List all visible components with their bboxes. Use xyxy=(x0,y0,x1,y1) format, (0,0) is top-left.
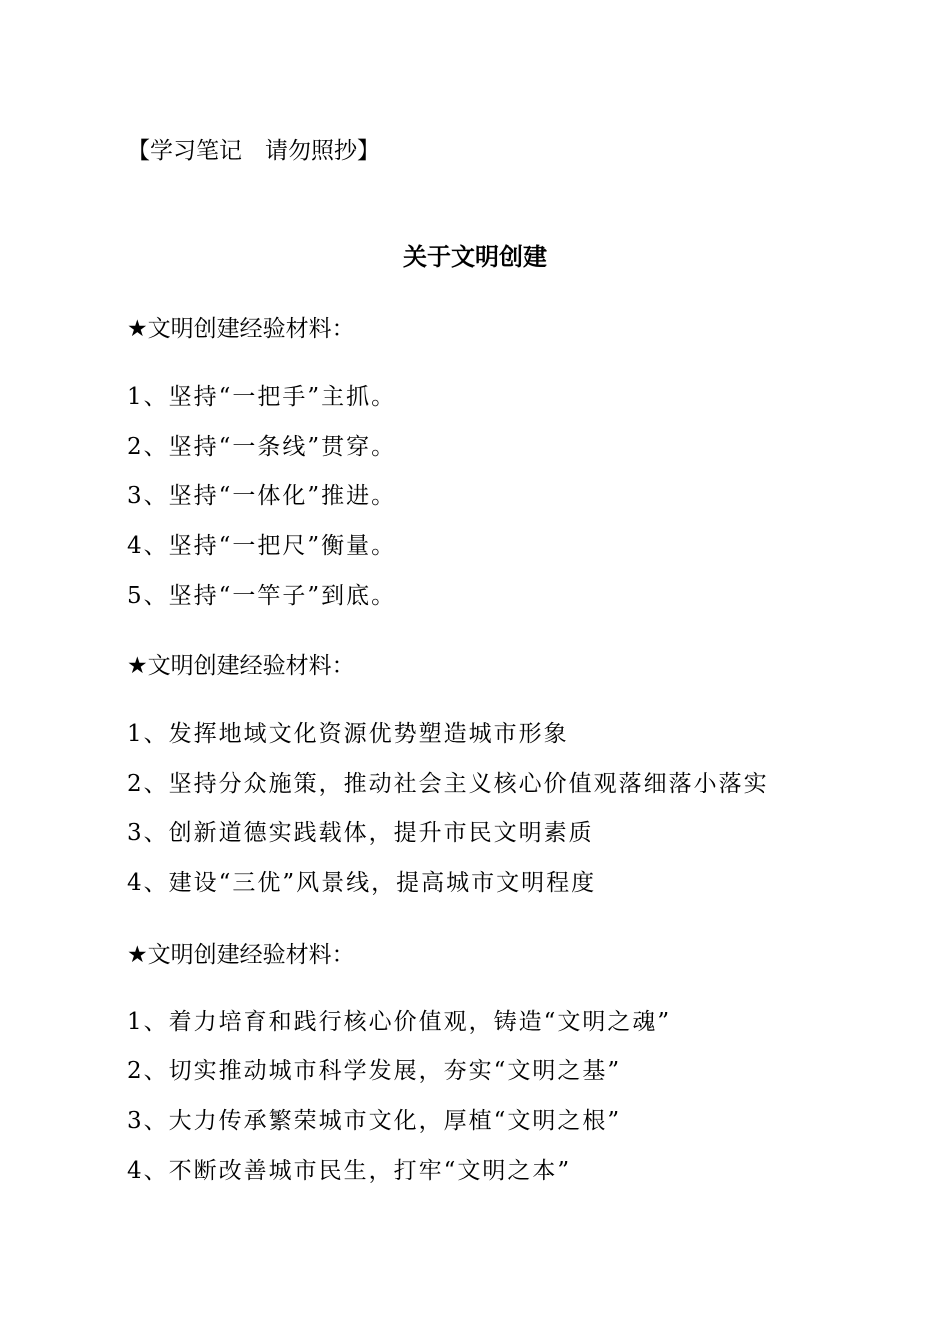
list-item: 1、着力培育和践行核心价值观，铸造“文明之魂” xyxy=(127,1009,672,1035)
list-item: 3、创新道德实践载体，提升市民文明素质 xyxy=(127,820,594,846)
list-item: 3、坚持“一体化”推进。 xyxy=(127,483,397,509)
list-item: 2、坚持分众施策，推动社会主义核心价值观落细落小落实 xyxy=(127,771,769,797)
list-item: 4、坚持“一把尺”衡量。 xyxy=(127,533,397,559)
list-item: 2、坚持“一条线”贯穿。 xyxy=(127,434,397,460)
list-item: 2、切实推动城市科学发展，夯实“文明之基” xyxy=(127,1058,622,1084)
list-item: 3、大力传承繁荣城市文化，厚植“文明之根” xyxy=(127,1108,622,1134)
section-heading-3: ★文明创建经验材料： xyxy=(127,942,355,968)
list-item: 4、不断改善城市民生，打牢“文明之本” xyxy=(127,1158,572,1184)
study-note-label: 【学习笔记 请勿照抄】 xyxy=(127,138,380,164)
list-item: 4、建设“三优”风景线，提高城市文明程度 xyxy=(127,870,597,896)
list-item: 1、坚持“一把手”主抓。 xyxy=(127,384,397,410)
page-title: 关于文明创建 xyxy=(403,242,547,271)
list-item: 1、发挥地域文化资源优势塑造城市形象 xyxy=(127,721,569,747)
section-heading-1: ★文明创建经验材料： xyxy=(127,316,355,342)
section-heading-2: ★文明创建经验材料： xyxy=(127,653,355,679)
list-item: 5、坚持“一竿子”到底。 xyxy=(127,583,397,609)
